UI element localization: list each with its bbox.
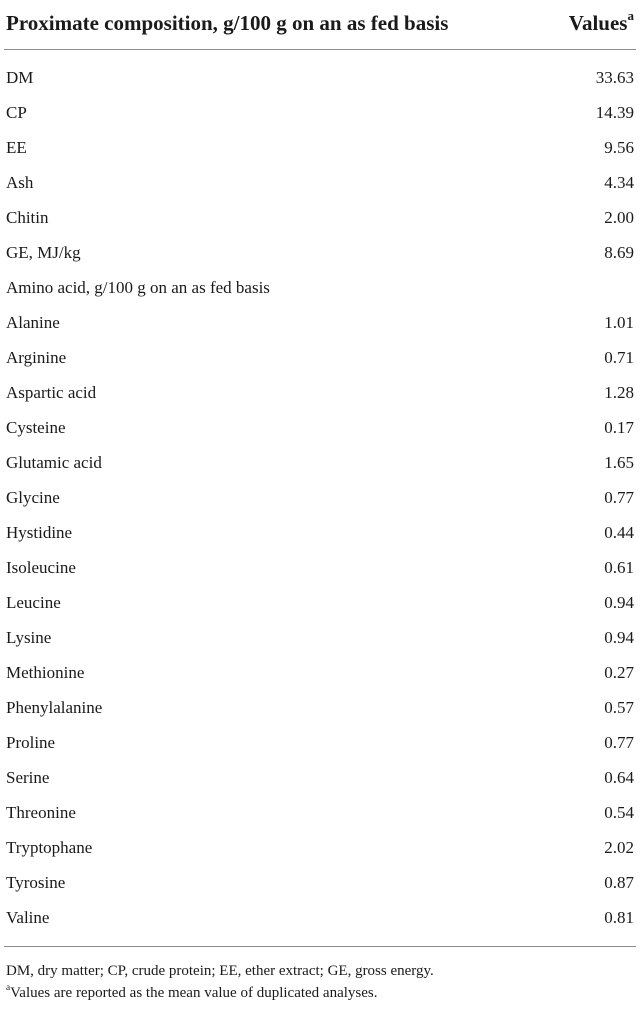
row-label: Alanine xyxy=(6,312,60,332)
row-value: 0.77 xyxy=(604,732,634,752)
table-row xyxy=(6,480,634,515)
row-value: 4.34 xyxy=(604,172,634,192)
row-value: 14.39 xyxy=(595,102,634,122)
row-label: Hystidine xyxy=(6,522,73,542)
table-row xyxy=(6,655,634,690)
table-row xyxy=(6,305,634,340)
table-row xyxy=(6,270,634,305)
table-row xyxy=(6,445,634,480)
row-label: Tryptophane xyxy=(6,837,93,857)
row-label: CP xyxy=(6,102,27,122)
row-value: 0.57 xyxy=(604,697,634,717)
row-label: Phenylalanine xyxy=(6,697,103,717)
table-row xyxy=(6,900,634,935)
header-values-label: Values xyxy=(568,10,628,35)
table-row xyxy=(6,165,634,200)
table-header xyxy=(6,4,634,42)
row-label: Lysine xyxy=(6,627,52,647)
header-label: Proximate composition, g/100 g on an as fed basis xyxy=(6,10,449,35)
footer-divider xyxy=(4,946,636,947)
table-row xyxy=(6,795,634,830)
row-value: 1.65 xyxy=(604,452,634,472)
footnote-note-text: Values are reported as the mean value of duplicated analyses. xyxy=(10,985,378,1001)
table-row xyxy=(6,375,634,410)
table-row xyxy=(6,515,634,550)
footnote-abbreviations: DM, dry matter; CP, crude protein; EE, ether extract; GE, gross energy. xyxy=(6,963,434,979)
row-value: 33.63 xyxy=(595,67,634,87)
row-label: Glycine xyxy=(6,487,60,507)
footnote-note xyxy=(6,982,634,1004)
row-value: 0.61 xyxy=(604,557,634,577)
row-label: GE, MJ/kg xyxy=(6,242,81,262)
row-value: 0.94 xyxy=(604,627,634,647)
table-row xyxy=(6,550,634,585)
table-row xyxy=(6,760,634,795)
table-row xyxy=(6,410,634,445)
table-row xyxy=(6,585,634,620)
row-value: 1.28 xyxy=(604,382,634,402)
row-value: 0.44 xyxy=(604,522,634,542)
row-value: 2.00 xyxy=(604,207,634,227)
row-value: 1.01 xyxy=(604,312,634,332)
table-body xyxy=(6,60,634,935)
table-row xyxy=(6,60,634,95)
row-value: 0.27 xyxy=(604,662,634,682)
row-label: Glutamic acid xyxy=(6,452,102,472)
row-value: 0.77 xyxy=(604,487,634,507)
table-row xyxy=(6,865,634,900)
header-divider xyxy=(4,49,636,50)
table-footnotes xyxy=(6,960,634,1004)
row-label: Isoleucine xyxy=(6,557,76,577)
table-row xyxy=(6,690,634,725)
row-label: EE xyxy=(6,137,27,157)
row-value: 0.71 xyxy=(604,347,634,367)
row-label: Threonine xyxy=(6,802,76,822)
row-label: Aspartic acid xyxy=(6,382,97,402)
table-row xyxy=(6,620,634,655)
row-value: 2.02 xyxy=(604,837,634,857)
table-row xyxy=(6,235,634,270)
table-row xyxy=(6,130,634,165)
row-label: DM xyxy=(6,67,34,87)
row-value: 0.54 xyxy=(604,802,634,822)
row-label: Proline xyxy=(6,732,56,752)
table-row xyxy=(6,725,634,760)
row-value: 0.81 xyxy=(604,907,634,927)
row-label: Valine xyxy=(6,907,50,927)
row-value: 0.17 xyxy=(604,417,634,437)
row-label: Cysteine xyxy=(6,417,66,437)
row-label: Arginine xyxy=(6,347,67,367)
row-value: 8.69 xyxy=(604,242,634,262)
row-value: 0.64 xyxy=(604,767,634,787)
row-label: Ash xyxy=(6,172,34,192)
row-value: 0.94 xyxy=(604,592,634,612)
row-value: 0.87 xyxy=(604,872,634,892)
table-row xyxy=(6,95,634,130)
row-value: 9.56 xyxy=(604,137,634,157)
table-row xyxy=(6,830,634,865)
row-label: Leucine xyxy=(6,592,61,612)
header-values xyxy=(568,7,634,36)
row-label: Chitin xyxy=(6,207,49,227)
header-values-footnote-mark: a xyxy=(627,7,634,23)
row-label: Amino acid, g/100 g on an as fed basis xyxy=(6,277,270,297)
table-row xyxy=(6,340,634,375)
row-label: Tyrosine xyxy=(6,872,66,892)
table-row xyxy=(6,200,634,235)
row-label: Serine xyxy=(6,767,50,787)
row-label: Methionine xyxy=(6,662,85,682)
footnote-note-mark: a xyxy=(6,982,11,993)
